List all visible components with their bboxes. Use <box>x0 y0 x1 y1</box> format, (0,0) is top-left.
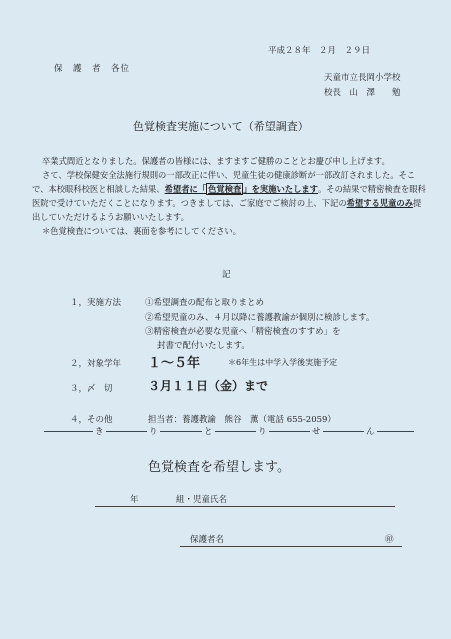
form-heading: 色覚検査を希望します。 <box>148 460 290 475</box>
boxed-color-test: 色覚検査 <box>208 184 242 194</box>
body-paragraphs <box>32 154 427 238</box>
emphasis-applicants: 希望者に「 色覚検査 」を実施いたします <box>164 184 318 194</box>
cut-char: り <box>149 427 158 437</box>
seal-mark: ㊞ <box>385 535 394 545</box>
item2-note: ＊6年生は中学入学後実施予定 <box>228 358 338 367</box>
item1-label: １，実施方法 <box>70 298 122 308</box>
guardian-name-field-line[interactable] <box>180 546 402 547</box>
addressee: 保 護 者 各位 <box>54 64 131 74</box>
item4-label: ４，その他 <box>70 415 113 425</box>
item3-label: ３，〆 切 <box>70 384 113 394</box>
cut-char: り <box>258 427 267 437</box>
child-name-field-line[interactable] <box>95 506 395 507</box>
item1-line-a: ①希望調査の配布と取りまとめ <box>145 298 265 308</box>
school-name: 天童市立長岡小学校 <box>324 73 401 83</box>
item4-value: 担当者：養護教諭 熊谷 薫（電話 655-2059） <box>148 415 336 425</box>
paragraph-note: ＊色覚検査については、裏面を参考にしてください。 <box>42 226 241 236</box>
paragraph-main: さて、学校保健安全法施行規則の一部改正に伴い、児童生徒の健康診断が一部改訂されました。そこで、本校眼科校医と相談した結果、希望者に「 色覚検査 」を実施いたします。その結果で精密検査を眼科医院で受けていただくことになります。つきましては、ご家庭でご検討の上、下記の希望する児童のみ提出していただけるようお願いいたします。 <box>32 170 426 222</box>
item3-value: ３月１１日（金）まで <box>148 379 269 393</box>
principal-name: 校長 山 澤 勉 <box>324 88 401 98</box>
guardian-name-label: 保護者名 <box>190 535 225 545</box>
item1-line-c: ③精密検査が必要な児童へ「精密検査のすすめ」を <box>145 327 341 337</box>
ki-mark: 記 <box>222 270 231 280</box>
item2-label: ２，対象学年 <box>70 359 122 369</box>
cut-char: ん <box>366 427 375 437</box>
emphasis-applicant-children: 希望する児童のみ <box>346 198 414 208</box>
item1-line-b: ②希望児童のみ、４月以降に養護教諭が個別に検診します。 <box>145 313 375 323</box>
issue-date: 平成２８年 ２月 ２９日 <box>268 46 371 56</box>
cut-char: き <box>95 427 104 437</box>
cut-char: せ <box>312 427 321 437</box>
form-year-label: 年 <box>130 495 139 505</box>
form-class-name-label: 組・児童氏名 <box>176 495 228 505</box>
item2-value: １～５年 <box>148 356 201 371</box>
item1-line-d: 封書で配付いたします。 <box>157 341 250 351</box>
paragraph-greeting: 卒業式間近となりました。保護者の皆様には、ますますご健勝のこととお慶び申し上げます。 <box>42 156 390 166</box>
document-title: 色覚検査実施について（希望調査） <box>133 120 309 133</box>
cut-char: と <box>204 427 213 437</box>
